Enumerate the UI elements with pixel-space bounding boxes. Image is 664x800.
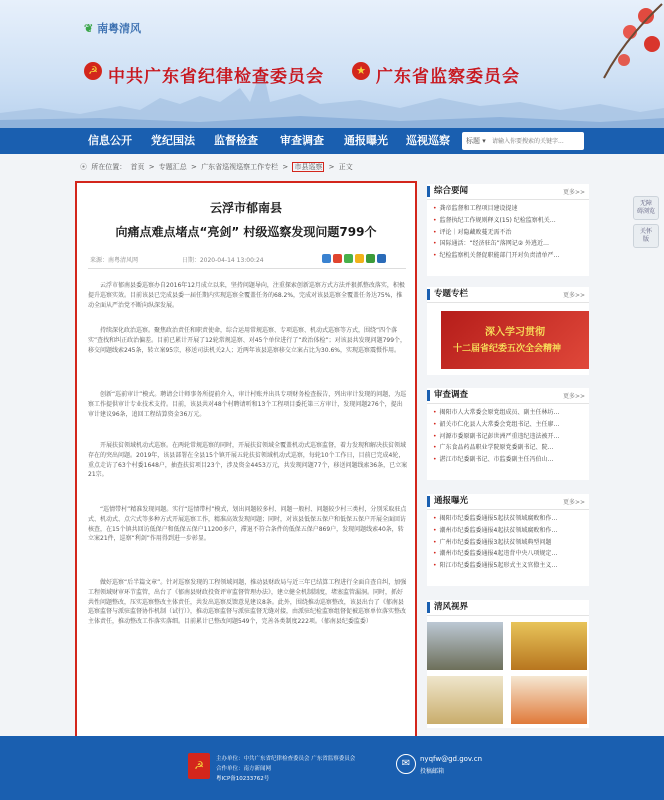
video-thumb[interactable] bbox=[427, 676, 503, 724]
more-link[interactable]: 更多>> bbox=[562, 189, 585, 196]
article-paragraph: 做好巡察“后半篇文章”。针对巡察发现的工程领域问题，推动县财政局与近三年已结算工程进行全面自查自纠，加强工程领域财审环节监管，出台了《郁南县财政投资评审监督管理办法》，建立健全机制制度，堵塞监管漏洞。同时，抓好共性问题整改，压实巡察整改主体责任，共发出巡察反馈意见建议8条。此外，围绕推动巡察整改，该县出台了《郁南县巡察监督与派驻监督协作机制（试行）》，推动巡察监督与派驻监督无缝对接，由派驻纪检监察组督促被巡察单位落实整改主体责任，推动整改工作落实落细。目前累计已整改问题549个，完善各类制度222项。（郁南县纪委监委） bbox=[88, 579, 407, 626]
video-thumb[interactable] bbox=[427, 622, 503, 670]
article-title-line1: 云浮市郁南县 bbox=[209, 201, 282, 215]
location-pin-icon: ⦿ bbox=[80, 163, 87, 171]
footer-host: 主办单位：中共广东省纪律检查委员会 广东省监察委员会 bbox=[216, 756, 356, 762]
video-thumb[interactable] bbox=[511, 676, 587, 724]
accessibility-label: 无障 碍浏览 bbox=[636, 200, 655, 215]
party-emblem-icon: ☭ bbox=[188, 753, 210, 779]
breadcrumb: ⦿ 所在位置： 首页 > 专题汇总 > 广东省巡视巡察工作专栏 > 市县巡察 > 正文 bbox=[80, 159, 355, 175]
more-link[interactable]: 更多>> bbox=[562, 292, 585, 299]
list-item[interactable]: • 纪检监察机关督促职能部门开对负责清单严… bbox=[433, 250, 583, 262]
list-item[interactable]: • 阳江市纪委监委通报5起形式主义官僚主义… bbox=[433, 560, 583, 572]
more-link[interactable]: 更多>> bbox=[562, 499, 585, 506]
article-divider bbox=[88, 268, 406, 269]
topic-banner[interactable] bbox=[441, 311, 589, 369]
accessibility-button[interactable] bbox=[633, 196, 659, 220]
list-item[interactable]: • 国际通活：“经济驻缶”落网记② 外逃近… bbox=[433, 238, 583, 250]
sidebar-investigation-header bbox=[427, 388, 589, 404]
more-link[interactable]: 更多>> bbox=[562, 393, 585, 400]
list-item[interactable]: • 龚帝监督和工程项目建设提速 bbox=[433, 203, 583, 215]
list-item[interactable]: • 潮州市纪委监委通报4起违背中央八项规定… bbox=[433, 548, 583, 560]
share-wechat-icon[interactable] bbox=[344, 254, 353, 263]
sidebar-topics-header bbox=[427, 287, 589, 303]
search-box bbox=[462, 132, 584, 150]
search-input[interactable] bbox=[492, 134, 580, 148]
sidebar-exposure-header bbox=[427, 494, 589, 510]
crumb-home[interactable]: 首页 bbox=[130, 163, 145, 171]
sidebar-video bbox=[427, 600, 589, 728]
crumb-topics[interactable]: 专题汇总 bbox=[158, 163, 187, 171]
article-date: 日期：2020-04-14 13:00:24 bbox=[181, 257, 264, 264]
list-item[interactable]: • 监督执纪工作规则释义(15) 纪检监察机关… bbox=[433, 215, 583, 227]
footer-email[interactable]: nyqfw@gd.gov.cn bbox=[420, 755, 483, 763]
crumb-separator: > bbox=[146, 163, 157, 171]
list-item[interactable]: • 评论｜对隐藏败蔓无需不治 bbox=[433, 227, 583, 239]
footer-cooperator: 合作单位：南方新闻网 bbox=[216, 766, 272, 772]
mail-icon: ✉ bbox=[396, 754, 416, 774]
national-emblem-icon: ★ bbox=[352, 62, 370, 80]
share-qzone-icon[interactable] bbox=[355, 254, 364, 263]
crumb-separator: > bbox=[326, 163, 337, 171]
share-renren-icon[interactable] bbox=[377, 254, 386, 263]
topic-banner-subtext: 十二届省纪委五次全会精神 bbox=[453, 344, 562, 354]
sidebar-investigation-title: 审查调查 bbox=[427, 390, 468, 401]
list-item[interactable]: • 广东食品药品职业学院原党委副书记、院… bbox=[433, 442, 583, 454]
nav-info-public[interactable]: 信息公开 bbox=[88, 134, 132, 147]
nav-exposure[interactable]: 通报曝光 bbox=[344, 134, 388, 147]
elder-mode-button[interactable] bbox=[633, 224, 659, 248]
sidebar-exposure bbox=[427, 494, 589, 586]
site-banner bbox=[0, 0, 664, 128]
crumb-current: 正文 bbox=[338, 163, 353, 171]
crumb-separator: > bbox=[188, 163, 200, 171]
nav-inspection[interactable]: 巡视巡察 bbox=[406, 134, 450, 147]
article-source: 来源：南粤清风网 bbox=[90, 257, 139, 264]
main-nav bbox=[0, 128, 664, 154]
kapok-flowers-decoration bbox=[594, 0, 664, 80]
footer-email-label: 投稿邮箱 bbox=[420, 768, 445, 775]
sidebar-news-title: 综合要闻 bbox=[427, 186, 468, 197]
site-footer bbox=[0, 736, 664, 800]
nav-party-discipline[interactable]: 党纪国法 bbox=[151, 134, 195, 147]
crumb-inspection-column[interactable]: 广东省巡视巡察工作专栏 bbox=[201, 163, 279, 171]
article-paragraph: 开展扶贫领域机动式巡察。在两轮常规巡察的同时，开展扶贫领域全覆盖机动式巡察监督，着力发现和解决扶贫领域存在的突出问题。2019年，该县部署在全县15个镇开展五轮扶贫领域机动式巡察，每轮10个工作日，目前已完成4轮，重点走访了63个村委1648户，抽查扶贫项目23个，涉及资金4453万元，共发现问题77个，移送问题线索36条，已立案21宗。 bbox=[88, 442, 408, 479]
sidebar-exposure-title: 通报曝光 bbox=[427, 496, 468, 507]
list-item[interactable]: • 韶关市仁化县人大常委会党组书记、主任廖… bbox=[433, 419, 583, 431]
topic-banner-text: 深入学习贯彻 bbox=[485, 327, 545, 338]
sidebar-investigation bbox=[427, 388, 589, 480]
list-item[interactable]: • 广州市纪委监委通报3起扶贫领域典型问题 bbox=[433, 537, 583, 549]
share-bar bbox=[322, 254, 386, 263]
article-title-line2: 向痛点难点堵点“亮剑” 村级巡察发现问题799个 bbox=[115, 225, 377, 239]
article-meta bbox=[90, 255, 264, 264]
article-paragraph: 创新“巡前审计”模式。聘请会计师事务所提前介入，审计村账并出具专项财务检查报告，列出审计发现的问题，为巡察工作提供审计专业技术支持。目前，该县共对48个村聘请听和13个工程项目委托第三方审计，发现问题276个，提出审计建议96条，追回工程结算资金36万元。 bbox=[88, 391, 407, 418]
nav-investigation[interactable]: 审查调查 bbox=[280, 134, 324, 147]
sidebar-news-header bbox=[427, 184, 589, 200]
sidebar-video-title: 清风视界 bbox=[427, 602, 468, 613]
sidebar-news bbox=[427, 184, 589, 276]
list-item[interactable]: • 河源市委原副书记彭世洲严重违纪违法被开… bbox=[433, 431, 583, 443]
crumb-separator: > bbox=[280, 163, 291, 171]
share-weibo-icon[interactable] bbox=[333, 254, 342, 263]
leaf-logo-icon: ❦ bbox=[84, 22, 94, 35]
org-title-supervision: 广东省监察委员会 bbox=[376, 67, 520, 87]
video-thumb[interactable] bbox=[511, 622, 587, 670]
org-title-ccdi: 中共广东省纪律检查委员会 bbox=[108, 67, 324, 87]
site-logo[interactable]: ❦ 南粤清风 bbox=[84, 22, 142, 35]
search-scope-select[interactable]: 标题 ▾ bbox=[466, 137, 486, 145]
article-paragraph: 持续深化政治巡察。聚焦政治责任和职责使命，综合运用常规巡察、专项巡察、机动式巡察等方式，围绕“四个落实”查找和纠正政治偏差。目前已累计开展了12轮常规巡察、对45个单位进行了“政治体检”；对该县共发现问题799个，移交问题线索245条，转立案95宗，移送司法机关2人；近两年该县巡察移交立案占比为30.6%，实现巡察震慑作用。 bbox=[88, 327, 407, 354]
article-paragraph: “巡情带村”精准发现问题。实行“巡情带村”模式，划出问题较多村、问题一般村、问题较少村三类村，分别采取驻点式、机动式、点穴式等多种方式开展巡察工作，精准高效发现问题；同时，对该县低保五保户和低保五保户开展全面回访核查，在15个镇共回访低保户和低保五保户11200多户，滞退不符合条件的低保五保户869户，发现问题线索40条，转立案21件，巡察“利剑”作用得到进一步彰显。 bbox=[88, 506, 407, 543]
list-item[interactable]: • 揭阳市纪委监委通报5起扶贫领域腐败和作… bbox=[433, 513, 583, 525]
share-douban-icon[interactable] bbox=[366, 254, 375, 263]
article-paragraph: 云浮市郁南县委巡察办自2016年12月成立以来，坚持问题导向，注重探索创新巡察方式方法并狠抓整改落实，积极提升巡察实效。目前该县已完成县委一届任期内实现巡察全覆盖任务的68.2%，完成对该县巡察全覆盖任务达75%，推动全面从严治党不断向纵深发展。 bbox=[88, 282, 405, 309]
sidebar-video-header bbox=[427, 600, 589, 616]
share-plus-icon[interactable] bbox=[322, 254, 331, 263]
elder-mode-label: 关怀 版 bbox=[639, 228, 652, 243]
list-item[interactable]: • 湛江市纪委副书记、市监委副主任冯伯山… bbox=[433, 454, 583, 466]
party-emblem-icon: ☭ bbox=[84, 62, 102, 80]
footer-icp[interactable]: 粤ICP备10233762号 bbox=[216, 776, 270, 782]
sidebar-topics bbox=[427, 287, 589, 375]
nav-supervision[interactable]: 监督检查 bbox=[214, 134, 258, 147]
list-item[interactable]: • 潮州市纪委监委通报4起扶贫领域腐败和作… bbox=[433, 525, 583, 537]
sidebar-topics-title: 专题专栏 bbox=[427, 289, 468, 300]
list-item[interactable]: • 揭阳市人大常委会原党组成员、副主任林坊… bbox=[433, 407, 583, 419]
crumb-city-county-inspection[interactable]: 市县巡察 bbox=[294, 163, 323, 171]
